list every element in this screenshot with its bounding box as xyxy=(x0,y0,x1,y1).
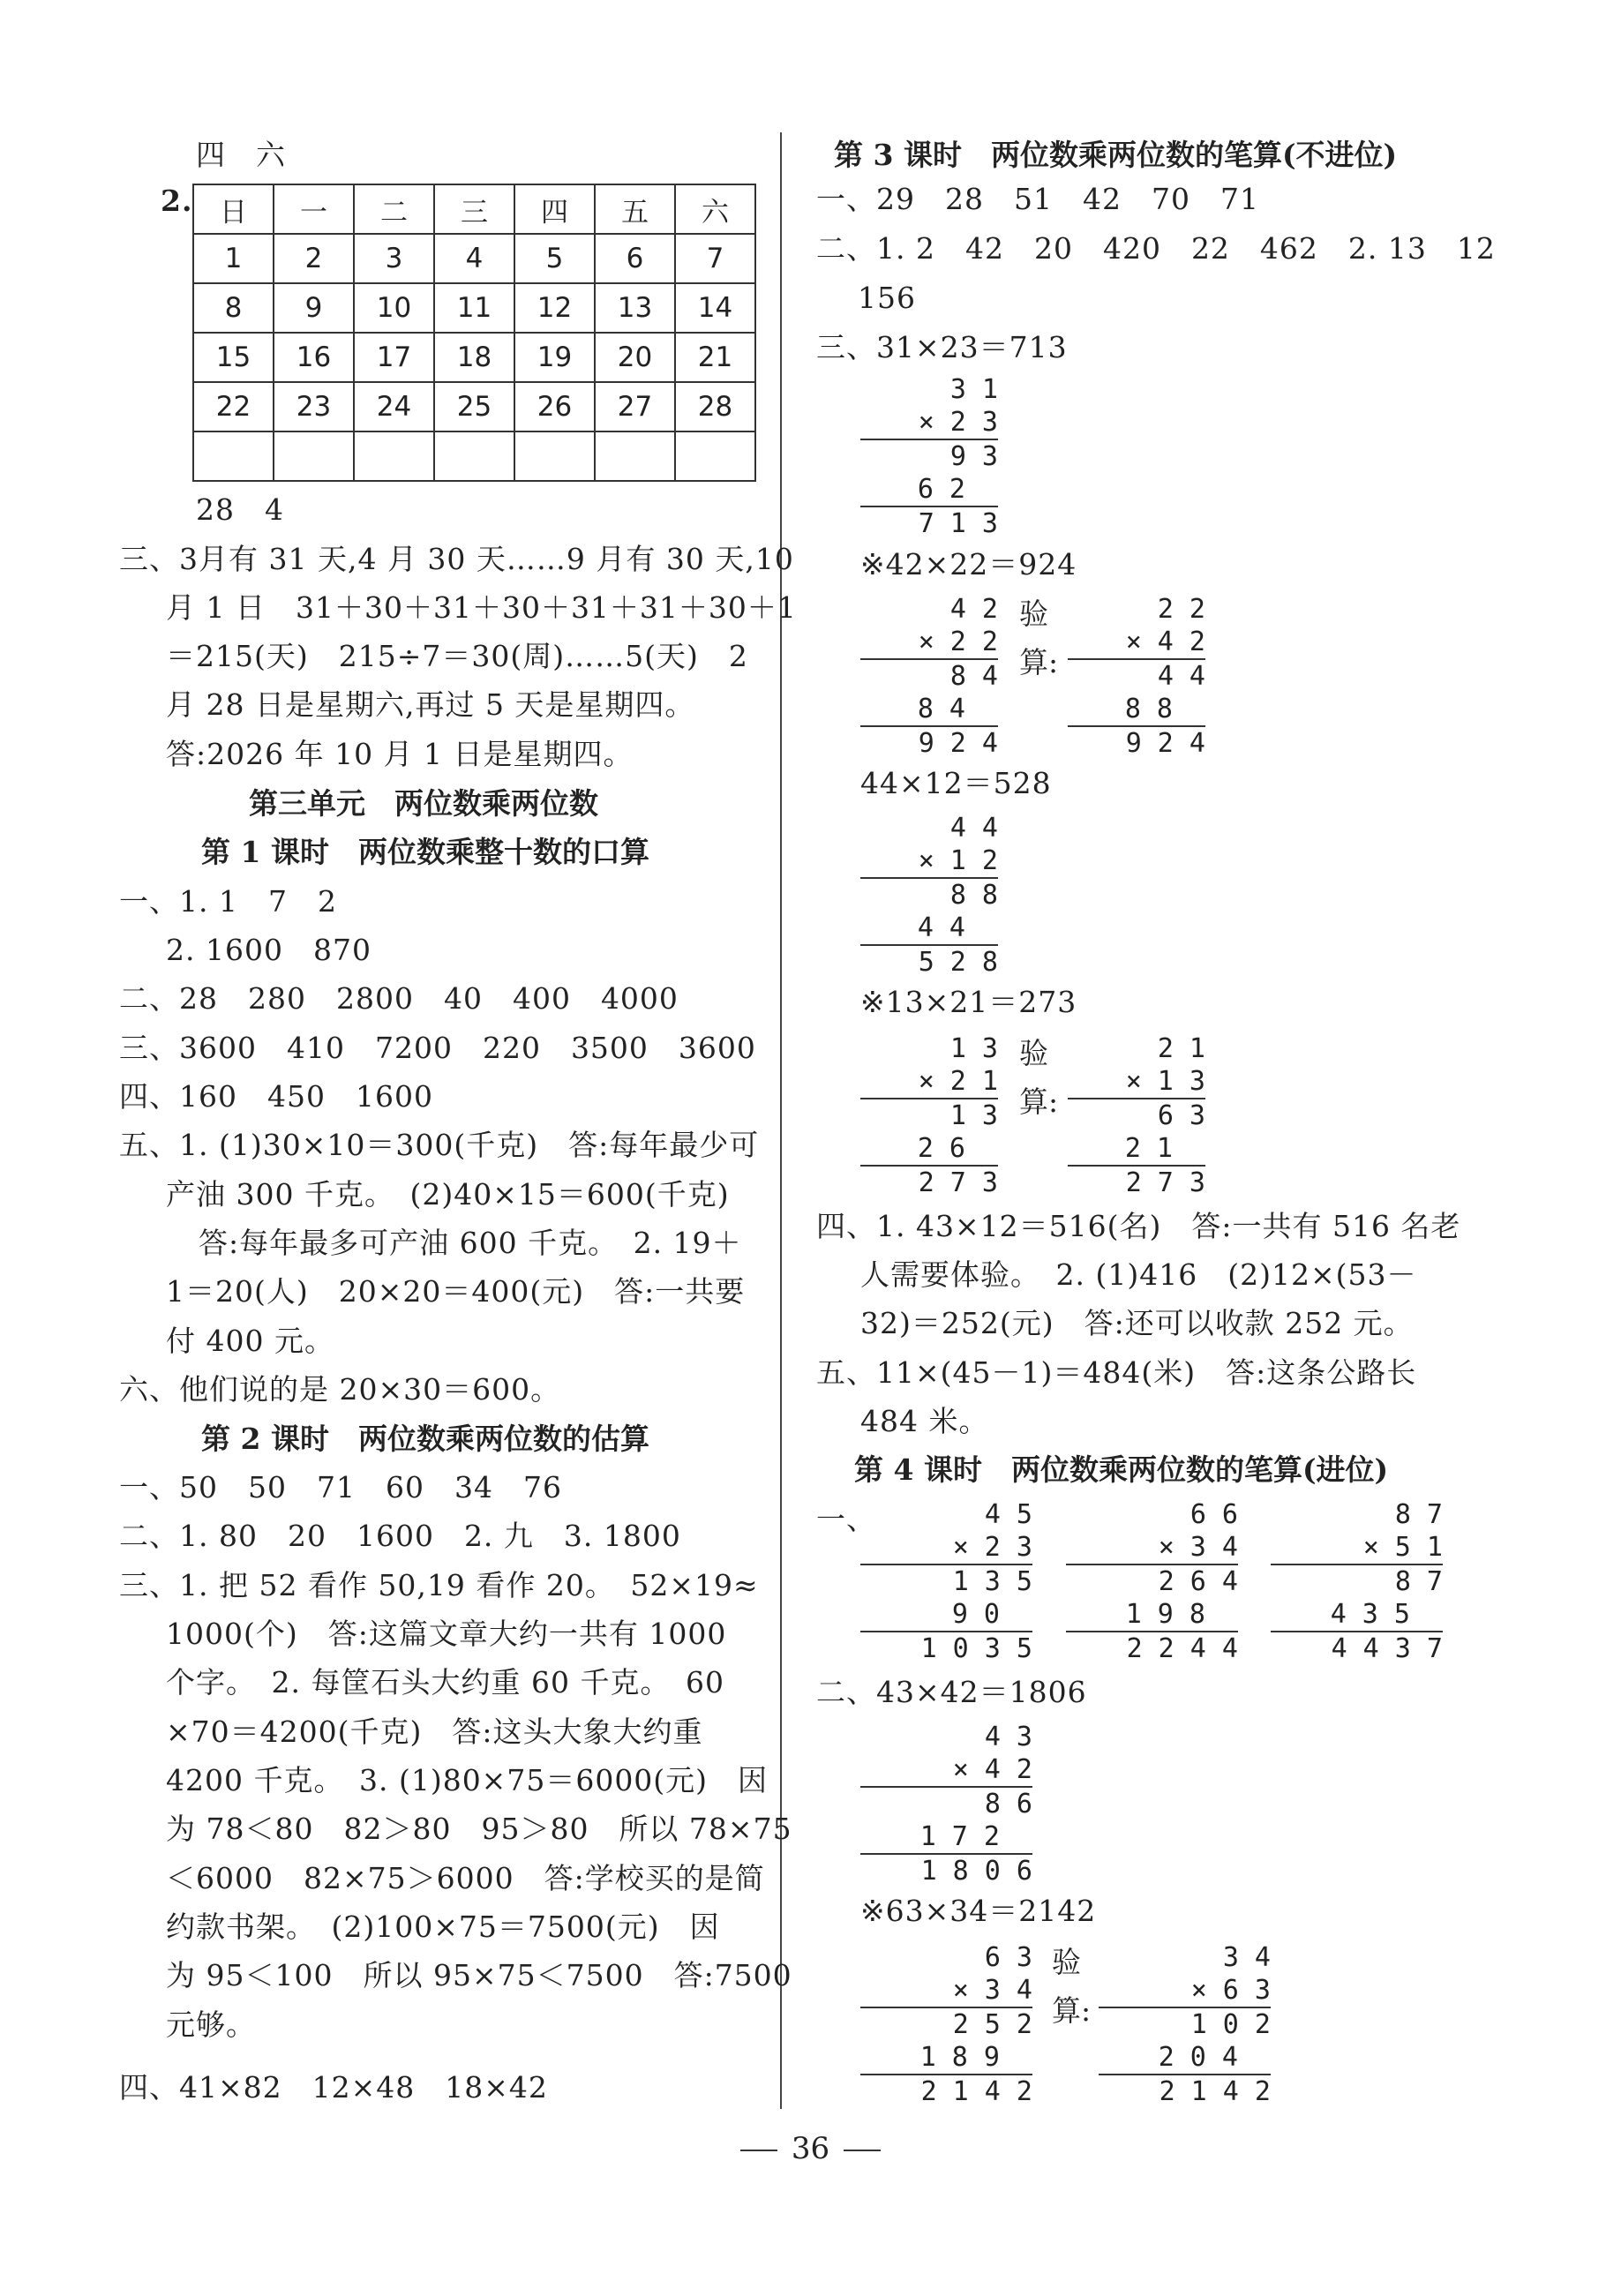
calendar-cell: 27 xyxy=(595,382,675,431)
calendar-cell xyxy=(434,431,514,481)
calendar-cell: 6 xyxy=(595,234,675,283)
answer-line: 一、1. 1 7 2 xyxy=(119,884,337,919)
vm-row: 2 2 xyxy=(1157,594,1205,625)
check-multiplication xyxy=(1068,1032,1205,1199)
calendar-cell: 17 xyxy=(354,333,434,382)
vm-row: 4 4 3 7 xyxy=(1331,1633,1443,1664)
vm-row: × 1 3 xyxy=(1068,1065,1205,1099)
lesson-title: 第 3 课时 两位数乘两位数的笔算(不进位) xyxy=(834,138,1398,172)
calendar-header-row xyxy=(193,184,755,234)
check-multiplication xyxy=(1099,1941,1271,2108)
vm-row: × 2 3 xyxy=(860,1531,1032,1565)
answer-line: 二、1. 80 20 1600 2. 九 3. 1800 xyxy=(119,1519,681,1553)
vm-row: 2 5 2 xyxy=(952,2009,1032,2040)
calendar-row xyxy=(193,382,755,431)
vm-row: 4 3 5 xyxy=(1271,1598,1443,1632)
vm-row: 1 9 8 xyxy=(1066,1598,1238,1632)
vm-row: 1 8 9 xyxy=(860,2041,1032,2075)
answer-line: 产油 300 千克。 (2)40×15＝600(千克) xyxy=(166,1177,730,1212)
vm-row: 2 1 4 2 xyxy=(920,2076,1032,2107)
answer-line: 人需要体验。 2. (1)416 (2)12×(53－ xyxy=(860,1257,1417,1292)
vm-row: 2 6 xyxy=(860,1132,998,1167)
calendar-cell: 8 xyxy=(193,283,274,333)
calendar-cell: 3 xyxy=(354,234,434,283)
vm-row: 4 4 xyxy=(860,912,998,946)
vm-row: × 3 4 xyxy=(1066,1531,1238,1565)
answer-line: 44×12＝528 xyxy=(860,766,1052,800)
answer-line: ※42×22＝924 xyxy=(860,547,1077,582)
calendar-header-cell: 一 xyxy=(274,184,354,234)
answer-line: 四、41×82 12×48 18×42 xyxy=(119,2070,548,2105)
vm-row: 8 8 xyxy=(1068,693,1205,727)
calendar-cell xyxy=(274,431,354,481)
vm-row: 8 6 xyxy=(984,1789,1032,1820)
calendar-cell: 22 xyxy=(193,382,274,431)
calendar-cell: 1 xyxy=(193,234,274,283)
vm-row: 2 6 4 xyxy=(1158,1566,1238,1597)
calendar-cell: 2 xyxy=(274,234,354,283)
answer-line: 为 95＜100 所以 95×75＜7500 答:7500 xyxy=(166,1958,792,1992)
answer-line: 1＝20(人) 20×20＝400(元) 答:一共要 xyxy=(166,1274,746,1309)
vm-row: 2 1 xyxy=(1157,1033,1205,1064)
answer-line: 五、11×(45－1)＝484(米) 答:这条公路长 xyxy=(816,1355,1417,1390)
vertical-multiplication xyxy=(860,1032,998,1199)
lesson-title: 第 1 课时 两位数乘整十数的口算 xyxy=(201,835,649,869)
answer-line: ※13×21＝273 xyxy=(860,985,1077,1019)
answer-line: 二、28 280 2800 40 400 4000 xyxy=(119,981,679,1016)
calendar-header-cell: 四 xyxy=(514,184,595,234)
calendar-header-cell: 五 xyxy=(595,184,675,234)
vm-row: 4 4 xyxy=(949,813,998,844)
vm-row: 8 4 xyxy=(949,661,998,692)
vm-row: 9 2 4 xyxy=(1125,728,1205,759)
calendar-cell xyxy=(193,431,274,481)
calendar-cell: 12 xyxy=(514,283,595,333)
calendar-cell: 26 xyxy=(514,382,595,431)
calendar-cell: 10 xyxy=(354,283,434,333)
vm-row: 4 5 xyxy=(984,1499,1032,1530)
calendar-cell: 23 xyxy=(274,382,354,431)
calendar-cell: 28 xyxy=(675,382,755,431)
vm-row: 8 8 xyxy=(949,880,998,911)
vm-row: 9 0 xyxy=(860,1598,1032,1632)
answer-line: 六、他们说的是 20×30＝600。 xyxy=(119,1372,561,1407)
vm-row: 9 2 4 xyxy=(918,728,998,759)
vm-row: 3 4 xyxy=(1222,1942,1271,1973)
calendar-cell: 9 xyxy=(274,283,354,333)
vm-row: 8 7 xyxy=(1394,1499,1443,1530)
vm-row: 3 1 xyxy=(949,374,998,405)
calendar-cell: 7 xyxy=(675,234,755,283)
vm-row: 6 2 xyxy=(860,473,998,507)
vm-row: × 6 3 xyxy=(1099,1974,1271,2008)
answer-line: 28 4 xyxy=(196,492,284,527)
calendar-header-cell: 六 xyxy=(675,184,755,234)
check-label: 算: xyxy=(1052,1993,1092,2028)
vm-row: × 2 1 xyxy=(860,1065,998,1099)
calendar-cell xyxy=(354,431,434,481)
lesson-title: 第 2 课时 两位数乘两位数的估算 xyxy=(201,1422,649,1456)
vertical-multiplication xyxy=(860,373,998,540)
answer-line: 月 28 日是星期六,再过 5 天是星期四。 xyxy=(166,687,695,722)
unit-title: 第三单元 两位数乘两位数 xyxy=(249,786,598,821)
vm-row: × 3 4 xyxy=(860,1974,1032,2008)
answer-line: 一、 xyxy=(816,1502,876,1536)
lesson-title: 第 4 课时 两位数乘两位数的笔算(进位) xyxy=(854,1452,1389,1487)
calendar-cell: 13 xyxy=(595,283,675,333)
answer-line: ＜6000 82×75＞6000 答:学校买的是简 xyxy=(166,1861,765,1895)
calendar-cell xyxy=(514,431,595,481)
vm-row: 8 7 xyxy=(1394,1566,1443,1597)
vm-row: 1 8 0 6 xyxy=(920,1856,1032,1887)
vm-row: 7 1 3 xyxy=(918,508,998,539)
vertical-multiplication xyxy=(860,1941,1032,2108)
vm-row: 4 4 xyxy=(1157,661,1205,692)
page-number xyxy=(0,2131,1621,2166)
calendar-header-cell: 三 xyxy=(434,184,514,234)
vm-row: 2 1 4 2 xyxy=(1159,2076,1271,2107)
answer-line: 四 六 xyxy=(196,138,286,172)
answer-line: 三、31×23＝713 xyxy=(816,330,1068,364)
calendar-cell: 14 xyxy=(675,283,755,333)
answer-line: 一、50 50 71 60 34 76 xyxy=(119,1470,562,1504)
vm-row: 1 3 xyxy=(949,1033,998,1064)
page-number-dash xyxy=(844,2150,881,2151)
answer-line: 个字。 2. 每筐石头大约重 60 千克。 60 xyxy=(166,1665,724,1699)
calendar-table xyxy=(192,184,756,482)
vm-row: 1 7 2 xyxy=(860,1820,1032,1855)
answer-line: 1000(个) 答:这篇文章大约一共有 1000 xyxy=(166,1617,727,1651)
vertical-multiplication xyxy=(860,593,998,760)
answer-line: 四、160 450 1600 xyxy=(119,1079,433,1114)
answer-line: 约款书架。 (2)100×75＝7500(元) 因 xyxy=(166,1910,720,1944)
check-label: 验 xyxy=(1052,1945,1081,1979)
vertical-multiplication xyxy=(1271,1498,1443,1665)
calendar-cell: 25 xyxy=(434,382,514,431)
calendar-cell xyxy=(595,431,675,481)
vm-row: × 2 3 xyxy=(860,406,998,440)
answer-line: 元够。 xyxy=(166,2007,256,2042)
vertical-multiplication xyxy=(1066,1498,1238,1665)
answer-line: ※63×34＝2142 xyxy=(860,1894,1097,1928)
check-label: 算: xyxy=(1019,1084,1059,1119)
vm-row: 1 3 xyxy=(949,1100,998,1131)
vm-row: 4 3 xyxy=(984,1722,1032,1752)
calendar-cell: 24 xyxy=(354,382,434,431)
calendar-cell: 18 xyxy=(434,333,514,382)
answer-line: ＝215(天) 215÷7＝30(周)……5(天) 2 xyxy=(166,639,748,673)
answer-line: 二、1. 2 42 20 420 22 462 2. 13 12 xyxy=(816,231,1496,266)
vm-row: 1 3 5 xyxy=(952,1566,1032,1597)
vm-row: × 2 2 xyxy=(860,626,998,660)
answer-line: 为 78＜80 82＞80 95＞80 所以 78×75 xyxy=(166,1812,792,1846)
answer-line: 四、1. 43×12＝516(名) 答:一共有 516 名老 xyxy=(816,1209,1461,1243)
calendar-cell: 15 xyxy=(193,333,274,382)
vm-row: 4 2 xyxy=(949,594,998,625)
answer-line: 答:每年最多可产油 600 千克。 2. 19＋ xyxy=(199,1226,742,1260)
vertical-multiplication xyxy=(860,1498,1032,1665)
question-number: 2. xyxy=(161,184,193,218)
answer-line: 二、43×42＝1806 xyxy=(816,1675,1087,1709)
vertical-multiplication xyxy=(860,812,998,979)
vm-row: 2 0 4 xyxy=(1099,2041,1271,2075)
answer-line: 五、1. (1)30×10＝300(千克) 答:每年最少可 xyxy=(119,1128,760,1162)
check-multiplication xyxy=(1068,593,1205,760)
vm-row: 6 3 xyxy=(984,1942,1032,1973)
vm-row: 2 1 xyxy=(1068,1132,1205,1167)
vm-row: 8 4 xyxy=(860,693,998,727)
vm-row: 2 2 4 4 xyxy=(1126,1633,1238,1664)
calendar-cell: 4 xyxy=(434,234,514,283)
answer-line: ×70＝4200(千克) 答:这头大象大约重 xyxy=(166,1714,703,1749)
vertical-multiplication xyxy=(860,1721,1032,1887)
answer-line: 三、3月有 31 天,4 月 30 天……9 月有 30 天,10 xyxy=(119,542,794,576)
answer-line: 32)＝252(元) 答:还可以收款 252 元。 xyxy=(860,1306,1414,1340)
check-label: 算: xyxy=(1019,645,1059,679)
answer-line: 付 400 元。 xyxy=(166,1324,334,1358)
calendar-row xyxy=(193,283,755,333)
answer-line: 一、29 28 51 42 70 71 xyxy=(816,182,1259,216)
calendar-cell: 21 xyxy=(675,333,755,382)
calendar-cell xyxy=(675,431,755,481)
calendar-cell: 16 xyxy=(274,333,354,382)
calendar-row xyxy=(193,234,755,283)
calendar-row xyxy=(193,431,755,481)
vm-row: × 1 2 xyxy=(860,844,998,879)
vm-row: 5 2 8 xyxy=(918,947,998,978)
answer-line: 答:2026 年 10 月 1 日是星期四。 xyxy=(166,737,634,771)
check-label: 验 xyxy=(1019,1036,1048,1070)
calendar-row xyxy=(193,333,755,382)
vm-row: 2 7 3 xyxy=(918,1167,998,1198)
vm-row: 1 0 2 xyxy=(1190,2009,1271,2040)
answer-line: 三、1. 把 52 看作 50,19 看作 20。 52×19≈ xyxy=(119,1568,759,1602)
answer-line: 484 米。 xyxy=(860,1404,989,1438)
vm-row: 6 6 xyxy=(1189,1499,1238,1530)
calendar-cell: 20 xyxy=(595,333,675,382)
page-number-text: 36 xyxy=(791,2131,830,2166)
calendar-cell: 19 xyxy=(514,333,595,382)
answer-line: 三、3600 410 7200 220 3500 3600 xyxy=(119,1031,756,1065)
calendar-header-cell: 日 xyxy=(193,184,274,234)
vm-row: 9 3 xyxy=(949,441,998,472)
vm-row: × 4 2 xyxy=(1068,626,1205,660)
calendar-header-cell: 二 xyxy=(354,184,434,234)
vm-row: 1 0 3 5 xyxy=(920,1633,1032,1664)
vm-row: × 4 2 xyxy=(860,1753,1032,1788)
answer-line: 月 1 日 31＋30＋31＋30＋31＋31＋30＋1 xyxy=(166,590,797,625)
check-label: 验 xyxy=(1019,597,1048,631)
calendar-cell: 11 xyxy=(434,283,514,333)
vm-row: 6 3 xyxy=(1157,1100,1205,1131)
answer-line: 156 xyxy=(858,281,916,315)
vm-row: 2 7 3 xyxy=(1125,1167,1205,1198)
calendar-cell: 5 xyxy=(514,234,595,283)
vm-row: × 5 1 xyxy=(1271,1531,1443,1565)
page-number-dash xyxy=(740,2150,777,2151)
answer-line: 2. 1600 870 xyxy=(166,933,371,967)
answer-line: 4200 千克。 3. (1)80×75＝6000(元) 因 xyxy=(166,1763,769,1797)
